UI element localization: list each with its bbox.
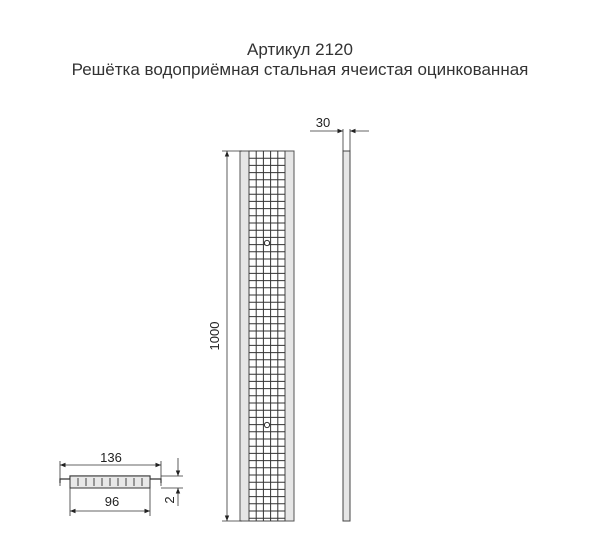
height-label: 2	[162, 496, 177, 504]
grate-side-view	[310, 115, 369, 521]
bolt-hole-icon	[264, 240, 269, 245]
thickness-label: 30	[315, 115, 331, 130]
bolt-hole-icon	[264, 422, 269, 427]
grate-cross-section	[60, 450, 183, 516]
article-title: Артикул 2120	[247, 40, 353, 59]
length-dimension	[207, 151, 242, 521]
length-label: 1000	[207, 321, 222, 351]
product-description: Решётка водоприёмная стальная ячеистая оцинкованная	[71, 60, 529, 79]
width-total-label: 136	[100, 450, 122, 465]
grate-top-view	[240, 151, 294, 521]
width-inner-label: 96	[104, 494, 120, 509]
